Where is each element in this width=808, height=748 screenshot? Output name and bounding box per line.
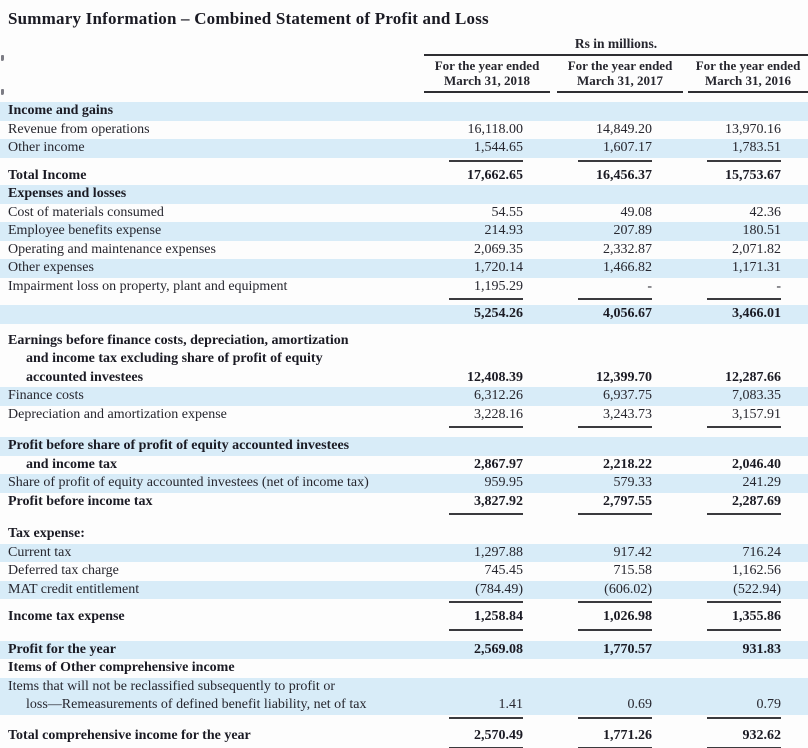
- row-value: [394, 437, 523, 456]
- column-header-line1: For the year ended: [434, 58, 540, 73]
- value-underline-band: [0, 424, 808, 433]
- row-value: 2,797.55: [603, 493, 652, 509]
- row-value: [652, 437, 781, 456]
- row-value: [652, 332, 781, 351]
- row-value: [394, 102, 523, 121]
- row-value: 6,312.26: [474, 388, 523, 403]
- row-value: 3,157.91: [732, 406, 781, 422]
- row-value: 17,662.65: [467, 167, 523, 183]
- row-value: 16,118.00: [467, 121, 523, 137]
- row-label: Profit before share of profit of equity accounted investees: [8, 438, 350, 453]
- row-value: 3,827.92: [474, 493, 523, 509]
- underline-cell: [394, 296, 523, 305]
- row-label: Depreciation and amortization expense: [8, 406, 227, 422]
- row-value: 1,607.17: [603, 140, 652, 155]
- column-header-line2: March 31, 2016: [704, 73, 792, 88]
- row-value: 1,466.82: [603, 260, 652, 275]
- row-value: 745.45: [484, 563, 523, 578]
- row-value: 2,046.40: [732, 456, 781, 472]
- underline-spacer: [8, 424, 394, 433]
- row-value: 959.95: [484, 475, 523, 490]
- row-value: 214.93: [484, 223, 523, 238]
- row-value: 3,243.73: [603, 406, 652, 422]
- row-value: [523, 350, 652, 369]
- row-value: 2,287.69: [732, 493, 781, 509]
- row-label: Profit for the year: [8, 641, 116, 657]
- value-underline: [578, 160, 652, 162]
- row-value: [652, 659, 781, 678]
- row-value: 2,867.97: [474, 456, 523, 472]
- row-value: 0.79: [756, 697, 781, 712]
- row-value: 16,456.37: [596, 167, 652, 183]
- table-row: [0, 387, 808, 406]
- row-label: Share of profit of equity accounted investees (net of income tax): [8, 475, 369, 490]
- table-row: [0, 544, 808, 563]
- underline-cell: [523, 627, 652, 636]
- underline-cell: [652, 424, 781, 433]
- row-value: [652, 350, 781, 369]
- row-label: Current tax: [8, 544, 72, 560]
- table-row: [0, 493, 808, 512]
- row-value: [394, 659, 523, 678]
- underline-spacer: [8, 158, 394, 167]
- row-value: 1,297.88: [474, 544, 523, 560]
- row-label: Other expenses: [8, 260, 94, 275]
- row-value: 4,056.67: [603, 306, 652, 321]
- value-underline-band: [0, 511, 808, 520]
- row-value: 5,254.26: [474, 306, 523, 321]
- row-value: 1,026.98: [603, 609, 652, 624]
- row-value: 14,849.20: [596, 121, 652, 137]
- row-value: 180.51: [742, 223, 781, 238]
- row-value: 1,544.65: [474, 140, 523, 155]
- row-value: 15,753.67: [725, 167, 781, 183]
- row-value: [652, 678, 781, 697]
- row-value: 1,195.29: [474, 278, 523, 294]
- underline-cell: [523, 511, 652, 520]
- table-row: [0, 608, 808, 627]
- value-underline: [707, 298, 781, 300]
- table-row: [0, 678, 808, 697]
- row-value: 241.29: [742, 475, 781, 490]
- row-value: [394, 332, 523, 351]
- underline-cell: [523, 715, 652, 724]
- row-value: 1,258.84: [474, 609, 523, 624]
- row-value: [523, 678, 652, 697]
- column-header-line2: March 31, 2017: [576, 73, 664, 88]
- value-underline: [449, 426, 523, 428]
- row-value: [394, 678, 523, 697]
- row-gap: [0, 324, 808, 332]
- units-label: Rs in millions.: [424, 36, 808, 56]
- row-value: 54.55: [491, 204, 523, 220]
- row-label: Impairment loss on property, plant and equipment: [8, 278, 288, 294]
- row-label: Items that will not be reclassified subsequently to profit or: [8, 678, 335, 694]
- value-underline-band: [0, 627, 808, 636]
- row-label: [8, 305, 394, 324]
- underline-cell: [652, 158, 781, 167]
- value-underline: [578, 298, 652, 300]
- row-label: Finance costs: [8, 388, 84, 403]
- table-row: [0, 185, 808, 204]
- row-label: Expenses and losses: [8, 186, 127, 201]
- row-value: [523, 659, 652, 678]
- value-underline: [707, 426, 781, 428]
- row-value: 7,083.35: [732, 388, 781, 403]
- table-row: [0, 350, 808, 369]
- underline-cell: [652, 511, 781, 520]
- row-label: Revenue from operations: [8, 121, 150, 137]
- underline-cell: [652, 715, 781, 724]
- row-value: (522.94): [733, 581, 781, 597]
- underline-spacer: [8, 511, 394, 520]
- row-label: Total comprehensive income for the year: [8, 727, 251, 743]
- row-value: [652, 102, 781, 121]
- row-label: Income and gains: [8, 103, 114, 118]
- row-value: 1,783.51: [732, 140, 781, 155]
- underline-cell: [523, 599, 652, 608]
- row-value: 2,569.08: [474, 641, 523, 657]
- underline-spacer: [8, 296, 394, 305]
- row-value: 1.41: [498, 697, 523, 712]
- row-label: Income tax expense: [8, 609, 125, 624]
- underline-spacer: [8, 627, 394, 636]
- row-value: [523, 525, 652, 544]
- row-value: 1,162.56: [732, 563, 781, 578]
- value-underline: [707, 601, 781, 603]
- value-underline-band: [0, 715, 808, 724]
- table-row: [0, 259, 808, 278]
- page-title: Summary Information – Combined Statement of Profit and Loss: [8, 9, 489, 28]
- row-value: -: [776, 278, 781, 294]
- table-row: [0, 474, 808, 493]
- value-underline: [449, 160, 523, 162]
- value-underline: [707, 629, 781, 631]
- value-underline: [707, 513, 781, 515]
- column-header-2017: [557, 58, 683, 93]
- row-value: 207.89: [613, 223, 652, 238]
- row-value: 1,171.31: [732, 260, 781, 275]
- underline-cell: [523, 158, 652, 167]
- row-value: 49.08: [620, 204, 652, 220]
- row-value: 12,287.66: [725, 369, 781, 385]
- row-value: (784.49): [475, 581, 523, 597]
- value-underline: [578, 629, 652, 631]
- row-label: and income tax excluding share of profit of equity: [26, 351, 323, 366]
- table-row: [0, 204, 808, 223]
- row-label: Cost of materials consumed: [8, 204, 164, 220]
- row-label: Operating and maintenance expenses: [8, 241, 216, 257]
- row-value: 932.62: [742, 727, 781, 743]
- underline-cell: [652, 627, 781, 636]
- row-label: MAT credit entitlement: [8, 581, 140, 597]
- table-row: [0, 406, 808, 425]
- row-label: Total Income: [8, 167, 87, 183]
- row-label: Deferred tax charge: [8, 563, 119, 578]
- underline-cell: [652, 599, 781, 608]
- value-underline: [707, 717, 781, 719]
- value-underline: [707, 160, 781, 162]
- row-value: [394, 350, 523, 369]
- table-row: [0, 278, 808, 297]
- statement-table-body: [0, 102, 808, 748]
- table-row: [0, 121, 808, 140]
- underline-cell: [394, 599, 523, 608]
- row-value: 917.42: [613, 544, 652, 560]
- row-value: 13,970.16: [725, 121, 781, 137]
- table-row: [0, 696, 808, 715]
- row-value: [394, 185, 523, 204]
- row-value: 1,720.14: [474, 260, 523, 275]
- row-value: 42.36: [749, 204, 781, 220]
- table-row: [0, 437, 808, 456]
- row-value: [652, 185, 781, 204]
- row-label: Items of Other comprehensive income: [8, 660, 235, 675]
- underline-cell: [523, 424, 652, 433]
- column-header-line1: For the year ended: [695, 58, 801, 73]
- row-value: 3,466.01: [732, 306, 781, 321]
- row-label: loss—Remeasurements of defined benefit liability, net of tax: [26, 697, 367, 712]
- row-value: [523, 185, 652, 204]
- row-value: -: [647, 278, 652, 294]
- value-underline: [449, 717, 523, 719]
- column-header-line1: For the year ended: [567, 58, 673, 73]
- row-value: 12,408.39: [467, 369, 523, 385]
- row-value: [394, 525, 523, 544]
- table-row: [0, 727, 808, 746]
- underline-cell: [652, 296, 781, 305]
- value-underline: [578, 426, 652, 428]
- column-header-2016: [688, 58, 808, 93]
- table-row: [0, 562, 808, 581]
- table-row: [0, 102, 808, 121]
- table-row: [0, 305, 808, 324]
- table-row: [0, 332, 808, 351]
- table-row: [0, 581, 808, 600]
- row-value: 1,771.26: [603, 727, 652, 743]
- row-value: 0.69: [627, 697, 652, 712]
- underline-cell: [394, 158, 523, 167]
- row-value: 3,228.16: [474, 406, 523, 422]
- underline-cell: [394, 511, 523, 520]
- row-value: 716.24: [742, 544, 781, 560]
- row-value: 1,355.86: [732, 609, 781, 624]
- row-value: 2,570.49: [474, 727, 523, 743]
- row-value: [523, 332, 652, 351]
- table-row: [0, 369, 808, 388]
- row-label: Tax expense:: [8, 526, 85, 541]
- table-row: [0, 241, 808, 260]
- table-row: [0, 659, 808, 678]
- underline-cell: [394, 715, 523, 724]
- row-value: 1,770.57: [603, 641, 652, 657]
- table-row: [0, 167, 808, 186]
- row-value: (606.02): [604, 581, 652, 597]
- column-header-line2: March 31, 2018: [443, 73, 531, 88]
- row-label: Profit before income tax: [8, 493, 153, 509]
- value-underline: [449, 601, 523, 603]
- value-underline: [449, 513, 523, 515]
- table-row: [0, 641, 808, 660]
- row-value: 715.58: [613, 563, 652, 578]
- row-label: Earnings before finance costs, depreciation, amortization: [8, 332, 349, 348]
- row-value: [652, 525, 781, 544]
- table-header: [0, 36, 808, 98]
- row-value: 931.83: [742, 641, 781, 657]
- underline-cell: [523, 296, 652, 305]
- value-underline: [578, 717, 652, 719]
- underline-spacer: [8, 599, 394, 608]
- value-underline: [449, 298, 523, 300]
- value-underline-band: [0, 158, 808, 167]
- row-label: Other income: [8, 140, 85, 155]
- value-underline: [449, 629, 523, 631]
- table-row: [0, 222, 808, 241]
- underline-cell: [394, 627, 523, 636]
- column-header-2018: [424, 58, 550, 93]
- underline-spacer: [8, 715, 394, 724]
- value-underline: [578, 513, 652, 515]
- table-row: [0, 139, 808, 158]
- row-value: [523, 437, 652, 456]
- value-underline-band: [0, 296, 808, 305]
- row-value: 2,069.35: [474, 241, 523, 257]
- row-label: and income tax: [26, 456, 117, 472]
- row-value: [523, 102, 652, 121]
- table-row: [0, 456, 808, 475]
- row-value: 12,399.70: [596, 369, 652, 385]
- value-underline: [578, 601, 652, 603]
- underline-cell: [394, 424, 523, 433]
- row-value: 579.33: [613, 475, 652, 490]
- value-underline-band: [0, 599, 808, 608]
- row-value: 6,937.75: [603, 388, 652, 403]
- row-value: 2,071.82: [732, 241, 781, 257]
- row-label: Employee benefits expense: [8, 223, 162, 238]
- row-label: accounted investees: [26, 369, 144, 385]
- table-row: [0, 525, 808, 544]
- row-value: 2,332.87: [603, 241, 652, 257]
- row-value: 2,218.22: [603, 456, 652, 472]
